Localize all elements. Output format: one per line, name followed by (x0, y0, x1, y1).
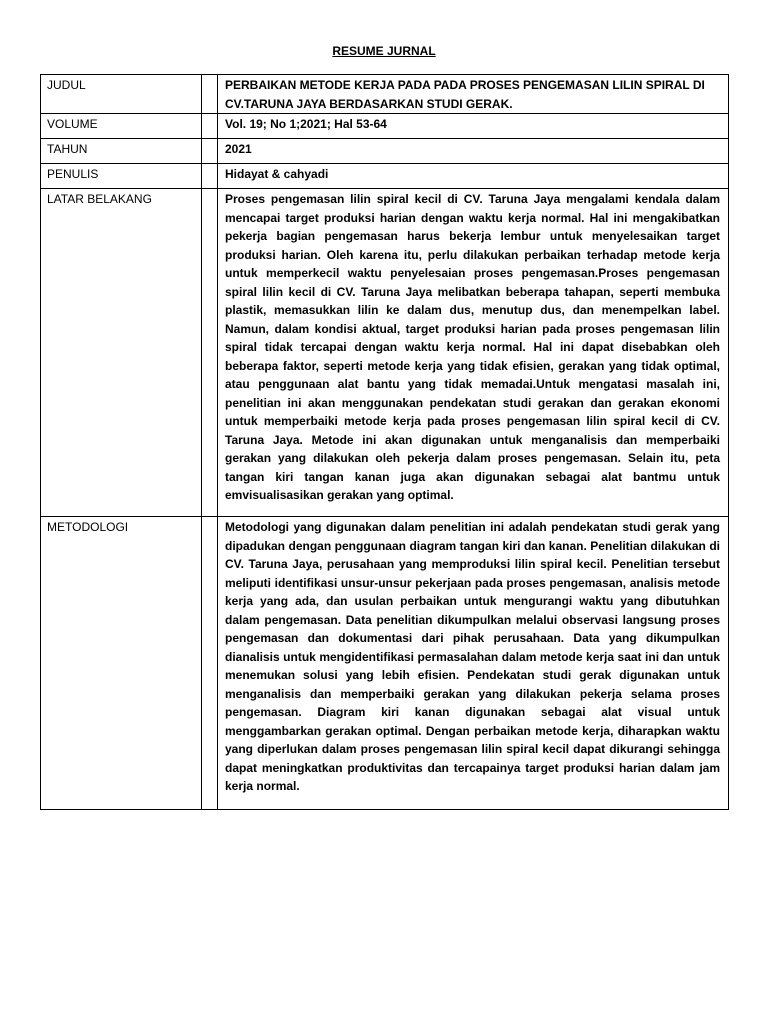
tahun-value: 2021 (218, 139, 729, 164)
separator-cell (202, 517, 218, 810)
resume-table (40, 74, 729, 810)
separator-cell (202, 139, 218, 164)
latar-belakang-label: LATAR BELAKANG (41, 189, 202, 517)
judul-label: JUDUL (41, 75, 202, 114)
document-title (0, 44, 768, 58)
table-row-metodologi (41, 517, 729, 810)
metodologi-value: Metodologi yang digunakan dalam penelitian ini adalah pendekatan studi gerak yang dipadukan dengan penggunaan diagram tangan kiri dan kanan. Penelitian dilakukan di CV. Taruna Jaya, perusahaan yang memproduksi lilin spiral kecil. Penelitian tersebut meliputi identifikasi unsur-unsur pekerjaan pada proses pengemasan, analisis metode kerja yang ada, dan usulan perbaikan untuk mengurangi waktu yang dibutuhkan dalam pengemasan. Data penelitian dikumpulkan melalui observasi langsung proses pengemasan dan dokumentasi dari pihak perusahaan. Data yang dikumpulkan dianalisis untuk mengidentifikasi permasalahan dalam metode kerja saat ini dan untuk menemukan solusi yang lebih efisien. Pendekatan studi gerak digunakan untuk menganalisis dan memperbaiki gerakan yang dilakukan pekerja selama proses pengemasan. Diagram kiri kanan digunakan sebagai alat visual untuk menggambarkan gerakan optimal. Dengan perbaikan metode kerja, diharapkan waktu yang diperlukan dalam proses pengemasan lilin spiral kecil dapat dikurangi sehingga dapat meningkatkan produktivitas dan tercapainya target produksi harian dalam jam kerja normal. (218, 517, 729, 810)
table-row-judul (41, 75, 729, 114)
metodologi-label: METODOLOGI (41, 517, 202, 810)
table-row-tahun (41, 139, 729, 164)
tahun-label: TAHUN (41, 139, 202, 164)
separator-cell (202, 189, 218, 517)
penulis-label: PENULIS (41, 164, 202, 189)
penulis-value: Hidayat & cahyadi (218, 164, 729, 189)
separator-cell (202, 114, 218, 139)
document-title-text: RESUME JURNAL (332, 44, 436, 58)
separator-cell (202, 164, 218, 189)
latar-belakang-value: Proses pengemasan lilin spiral kecil di CV. Taruna Jaya mengalami kendala dalam mencapai target produksi harian dengan waktu kerja normal. Hal ini mengakibatkan pekerja bagian pengemasan harus bekerja lembur untuk menyelesaikan target produksi harian. Oleh karena itu, perlu dilakukan perbaikan terhadap metode kerja untuk memperkecil waktu penyelesaian proses pengemasan.Proses pengemasan spiral lilin kecil di CV. Taruna Jaya melibatkan beberapa tahapan, seperti membuka plastik, memasukkan lilin ke dalam dus, menutup dus, dan menempelkan label. Namun, dalam kondisi aktual, target produksi harian pada proses pengemasan lilin spiral tidak tercapai dengan waktu kerja normal. Hal ini dapat disebabkan oleh beberapa faktor, seperti metode kerja yang tidak efisien, gerakan yang tidak optimal, atau penggunaan alat bantu yang tidak memadai.Untuk mengatasi masalah ini, penelitian ini akan menggunakan pendekatan studi gerakan dan gerakan ekonomi untuk memperbaiki metode kerja pada proses pengemasan lilin spiral kecil di CV. Taruna Jaya. Metode ini akan digunakan untuk menganalisis dan memperbaiki gerakan yang dilakukan oleh pekerja dalam proses pengemasan. Selain itu, peta tangan kiri tangan kanan juga akan digunakan sebagai alat bantmu untuk emvisualisasikan gerakan yang optimal. (218, 189, 729, 517)
table-row-penulis (41, 164, 729, 189)
judul-value: PERBAIKAN METODE KERJA PADA PADA PROSES PENGEMASAN LILIN SPIRAL DI CV.TARUNA JAYA BERDASARKAN STUDI GERAK. (218, 75, 729, 114)
volume-value: Vol. 19; No 1;2021; Hal 53-64 (218, 114, 729, 139)
volume-label: VOLUME (41, 114, 202, 139)
table-row-volume (41, 114, 729, 139)
separator-cell (202, 75, 218, 114)
table-row-latar-belakang (41, 189, 729, 517)
